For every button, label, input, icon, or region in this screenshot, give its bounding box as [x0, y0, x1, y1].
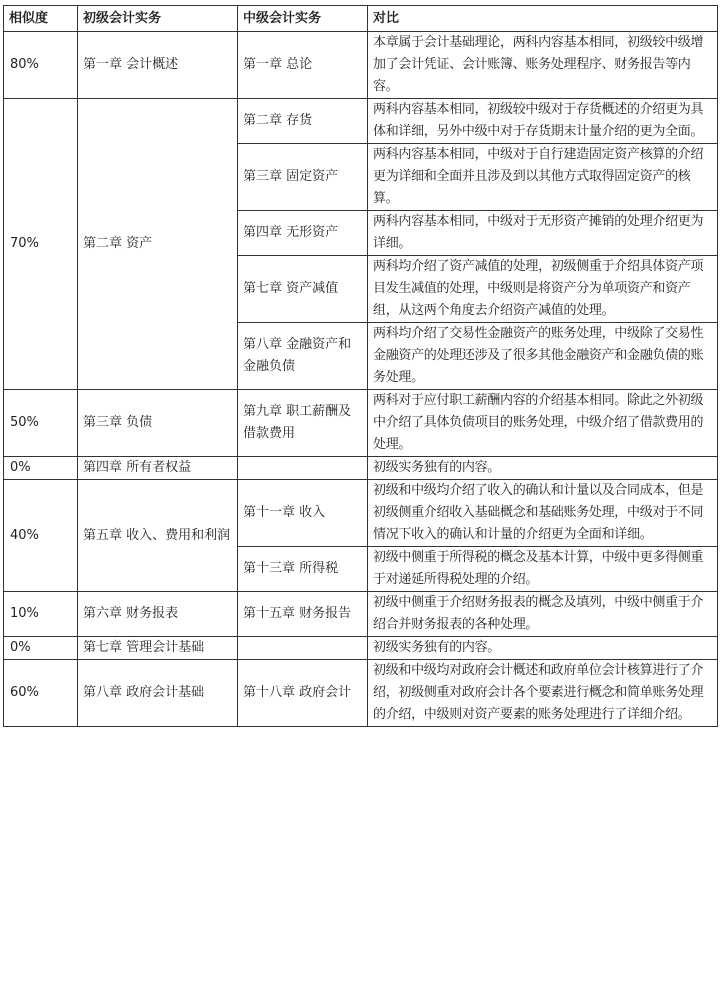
table-row [4, 592, 718, 637]
junior-chapter-cell: 第六章 财务报表 [78, 592, 238, 637]
intermediate-chapter-cell: 第十五章 财务报告 [238, 592, 368, 637]
comparison-cell: 两科对于应付职工薪酬内容的介绍基本相同。除此之外初级中介绍了具体负债项目的账务处理，中级介绍了借款费用的处理。 [368, 390, 718, 457]
table-row [4, 457, 718, 480]
header-intermediate-accounting: 中级会计实务 [238, 6, 368, 32]
intermediate-chapter-cell: 第十八章 政府会计 [238, 660, 368, 727]
similarity-cell: 80% [4, 32, 78, 99]
table-row [4, 99, 718, 144]
similarity-cell: 50% [4, 390, 78, 457]
table-row [4, 390, 718, 457]
similarity-cell: 0% [4, 637, 78, 660]
comparison-table [3, 5, 718, 727]
intermediate-chapter-cell: 第九章 职工薪酬及借款费用 [238, 390, 368, 457]
table-row [4, 32, 718, 99]
similarity-cell: 40% [4, 480, 78, 592]
comparison-cell: 初级实务独有的内容。 [368, 637, 718, 660]
intermediate-chapter-cell: 第七章 资产减值 [238, 256, 368, 323]
intermediate-chapter-cell: 第四章 无形资产 [238, 211, 368, 256]
junior-chapter-cell: 第四章 所有者权益 [78, 457, 238, 480]
table-row [4, 480, 718, 547]
intermediate-chapter-cell: 第十三章 所得税 [238, 547, 368, 592]
junior-chapter-cell: 第七章 管理会计基础 [78, 637, 238, 660]
header-comparison: 对比 [368, 6, 718, 32]
intermediate-chapter-cell [238, 637, 368, 660]
header-row [4, 6, 718, 32]
comparison-cell: 初级和中级均对政府会计概述和政府单位会计核算进行了介绍，初级侧重对政府会计各个要素进行概念和简单账务处理的介绍，中级则对资产要素的账务处理进行了详细介绍。 [368, 660, 718, 727]
intermediate-chapter-cell: 第三章 固定资产 [238, 144, 368, 211]
comparison-cell: 两科均介绍了交易性金融资产的账务处理，中级除了交易性金融资产的处理还涉及了很多其他金融资产和金融负债的账务处理。 [368, 323, 718, 390]
comparison-cell: 初级中侧重于介绍财务报表的概念及填列，中级中侧重于介绍合并财务报表的各种处理。 [368, 592, 718, 637]
table-body [4, 32, 718, 727]
intermediate-chapter-cell: 第一章 总论 [238, 32, 368, 99]
intermediate-chapter-cell: 第十一章 收入 [238, 480, 368, 547]
intermediate-chapter-cell [238, 457, 368, 480]
comparison-cell: 两科均介绍了资产减值的处理，初级侧重于介绍具体资产项目发生减值的处理，中级则是将资产分为单项资产和资产组，从这两个角度去介绍资产减值的处理。 [368, 256, 718, 323]
similarity-cell: 70% [4, 99, 78, 390]
junior-chapter-cell: 第三章 负债 [78, 390, 238, 457]
junior-chapter-cell: 第二章 资产 [78, 99, 238, 390]
comparison-cell: 初级和中级均介绍了收入的确认和计量以及合同成本，但是初级侧重介绍收入基础概念和基础账务处理，中级对于不同情况下收入的确认和计量的介绍更为全面和详细。 [368, 480, 718, 547]
table-row [4, 660, 718, 727]
similarity-cell: 60% [4, 660, 78, 727]
comparison-cell: 两科内容基本相同，中级对于无形资产摊销的处理介绍更为详细。 [368, 211, 718, 256]
table-row [4, 637, 718, 660]
junior-chapter-cell: 第八章 政府会计基础 [78, 660, 238, 727]
junior-chapter-cell: 第一章 会计概述 [78, 32, 238, 99]
intermediate-chapter-cell: 第二章 存货 [238, 99, 368, 144]
comparison-cell: 初级实务独有的内容。 [368, 457, 718, 480]
intermediate-chapter-cell: 第八章 金融资产和金融负债 [238, 323, 368, 390]
comparison-cell: 两科内容基本相同，初级较中级对于存货概述的介绍更为具体和详细，另外中级中对于存货期末计量介绍的更为全面。 [368, 99, 718, 144]
header-similarity: 相似度 [4, 6, 78, 32]
header-junior-accounting: 初级会计实务 [78, 6, 238, 32]
similarity-cell: 10% [4, 592, 78, 637]
similarity-cell: 0% [4, 457, 78, 480]
comparison-cell: 本章属于会计基础理论，两科内容基本相同，初级较中级增加了会计凭证、会计账簿、账务处理程序、财务报告等内容。 [368, 32, 718, 99]
comparison-cell: 两科内容基本相同，中级对于自行建造固定资产核算的介绍更为详细和全面并且涉及到以其他方式取得固定资产的核算。 [368, 144, 718, 211]
junior-chapter-cell: 第五章 收入、费用和利润 [78, 480, 238, 592]
comparison-cell: 初级中侧重于所得税的概念及基本计算，中级中更多得侧重于对递延所得税处理的介绍。 [368, 547, 718, 592]
